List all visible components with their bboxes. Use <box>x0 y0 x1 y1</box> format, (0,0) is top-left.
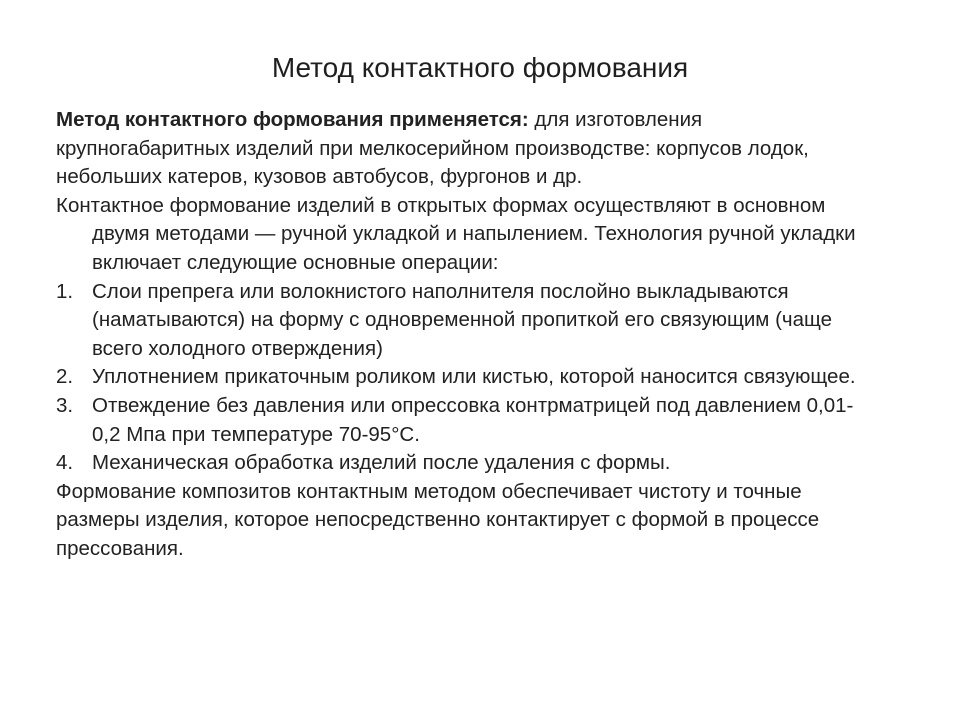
list-item <box>56 449 876 478</box>
intro-paragraph <box>56 106 876 192</box>
list-item-text: Уплотнением прикаточным роликом или кистью, которой наносится связующее. <box>92 365 856 389</box>
list-item <box>56 278 876 364</box>
list-item <box>56 363 876 392</box>
closing-paragraph: Формование композитов контактным методом обеспечивает чистоту и точные размеры изделия, которое непосредственно контактирует с формой в процессе прессования. <box>56 479 820 560</box>
intro-text: для изготовления крупногабаритных изделий при мелкосерийном производстве: корпусов лодок, небольших катеров, кузовов автобусов, фургонов и др. <box>56 108 809 189</box>
list-item <box>56 392 876 449</box>
list-item-text: Слои препрега или волокнистого наполнителя послойно выкладываются (наматываются) на форму с одновременной пропиткой его связующим (чаще всего холодного отверждения) <box>92 279 833 360</box>
operations-list <box>56 278 876 478</box>
list-item-number: 2. <box>56 365 74 389</box>
list-item-text: Отвеждение без давления или опрессовка контрматрицей под давлением 0,01-0,2 Мпа при температуре 70-95°С. <box>92 393 854 446</box>
list-item-number: 4. <box>56 451 74 475</box>
slide-title: Метод контактного формования <box>271 52 689 83</box>
list-item-text: Механическая обработка изделий после удаления с формы. <box>92 451 671 475</box>
list-item-number: 3. <box>56 393 74 417</box>
intro-lead: Метод контактного формования применяется: <box>56 108 529 131</box>
methods-paragraph: Контактное формование изделий в открытых формах осуществляют в основном двумя методами — ручной укладкой и напылением. Технология ручной укладки включает следующие основные операции: <box>56 193 856 274</box>
slide-body <box>56 106 876 564</box>
list-item-number: 1. <box>56 279 74 303</box>
